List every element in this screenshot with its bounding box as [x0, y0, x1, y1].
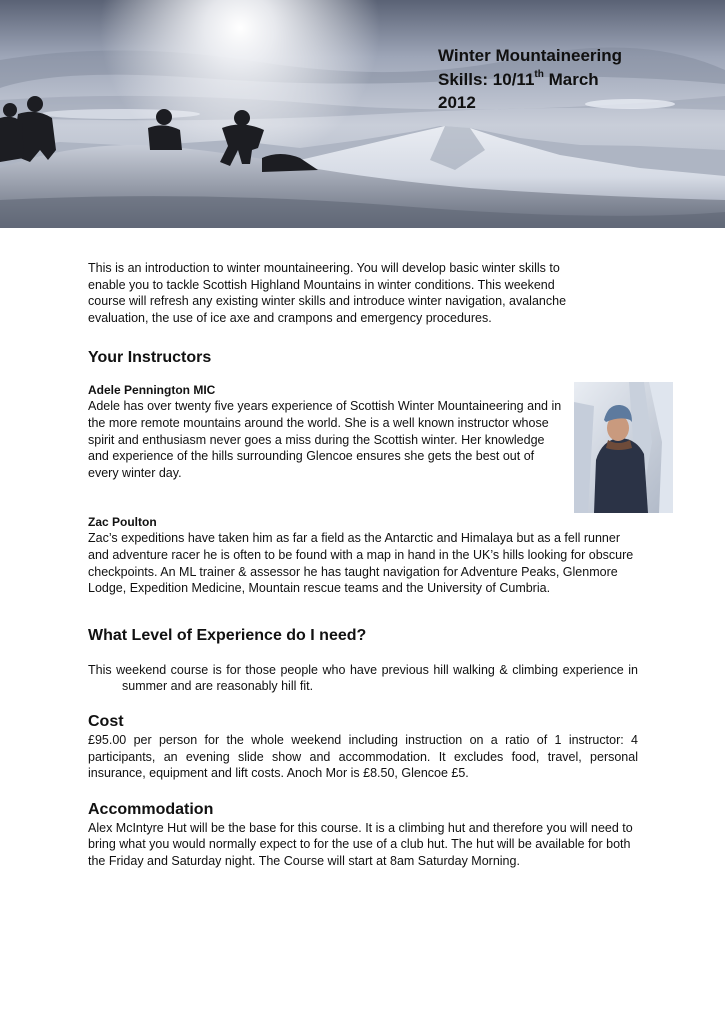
- cost-heading: Cost: [88, 712, 124, 730]
- zac-name: Zac Poulton: [88, 515, 157, 530]
- title-line-1: Winter Mountaineering: [438, 46, 623, 65]
- zac-bio: Zac’s expeditions have taken him as far a field as the Antarctic and Himalaya but as a fell runner and adventure racer he is often to be found with a map in hand in the UK’s hills looking for obscure checkpoints. An ML trainer & assessor he has taught navigation for Adventure Peaks, Glenmore Lodge, Expedition Medicine, Mountain rescue teams and the University of Cumbria.: [88, 531, 634, 596]
- banner-title: [438, 44, 678, 115]
- instructors-heading: Your Instructors: [88, 349, 212, 367]
- accommodation-text: Alex McIntyre Hut will be the base for this course. It is a climbing hut and therefore you will need to bring what you would normally expect to for the use of a club hut. The hut will be available for both the Friday and Saturday night. The Course will start at 8am Saturday Morning.: [88, 820, 633, 868]
- accommodation-heading: Accommodation: [88, 800, 214, 818]
- experience-text: This weekend course is for those people who have previous hill walking & climbing experience in summer and are reasonably hill fit.: [88, 662, 638, 694]
- header-banner: [0, 0, 725, 228]
- title-date-prefix: Skills: 10/11: [438, 69, 535, 89]
- experience-heading: What Level of Experience do I need?: [88, 626, 367, 644]
- adele-bio: Adele has over twenty five years experience of Scottish Winter Mountaineering and in the more remote mountains around the world. She is a well known instructor whose spirit and enthusiasm never goes a miss during the Scottish winter. Her knowledge and experience of the hills surrounding Glencoe ensures she gets the best out of every winter day.: [88, 399, 562, 480]
- cost-text: £95.00 per person for the whole weekend including instruction on a ratio of 1 instructor: 4 participants, an evening slide show and accommodation. It excludes food, travel, personal insurance, equipment and lift costs. Anoch Mor is £8.50, Glencoe £5.: [88, 732, 638, 781]
- intro-paragraph: This is an introduction to winter mountaineering. You will develop basic winter skills to enable you to tackle Scottish Highland Mountains in winter conditions. This weekend course will refresh any existing winter skills and introduce winter navigation, avalanche evaluation, the use of ice axe and crampons and emergency procedures.: [88, 261, 567, 325]
- title-date-suffix: March: [543, 69, 599, 89]
- instructor-adele: [88, 382, 638, 481]
- adele-photo: [574, 382, 673, 513]
- adele-name: Adele Pennington MIC: [88, 383, 216, 398]
- instructor-zac: [88, 514, 638, 596]
- document-body: [88, 260, 638, 869]
- title-date-superscript: th: [534, 68, 544, 80]
- title-line-3: 2012: [438, 93, 476, 112]
- title-line-2: [438, 68, 678, 92]
